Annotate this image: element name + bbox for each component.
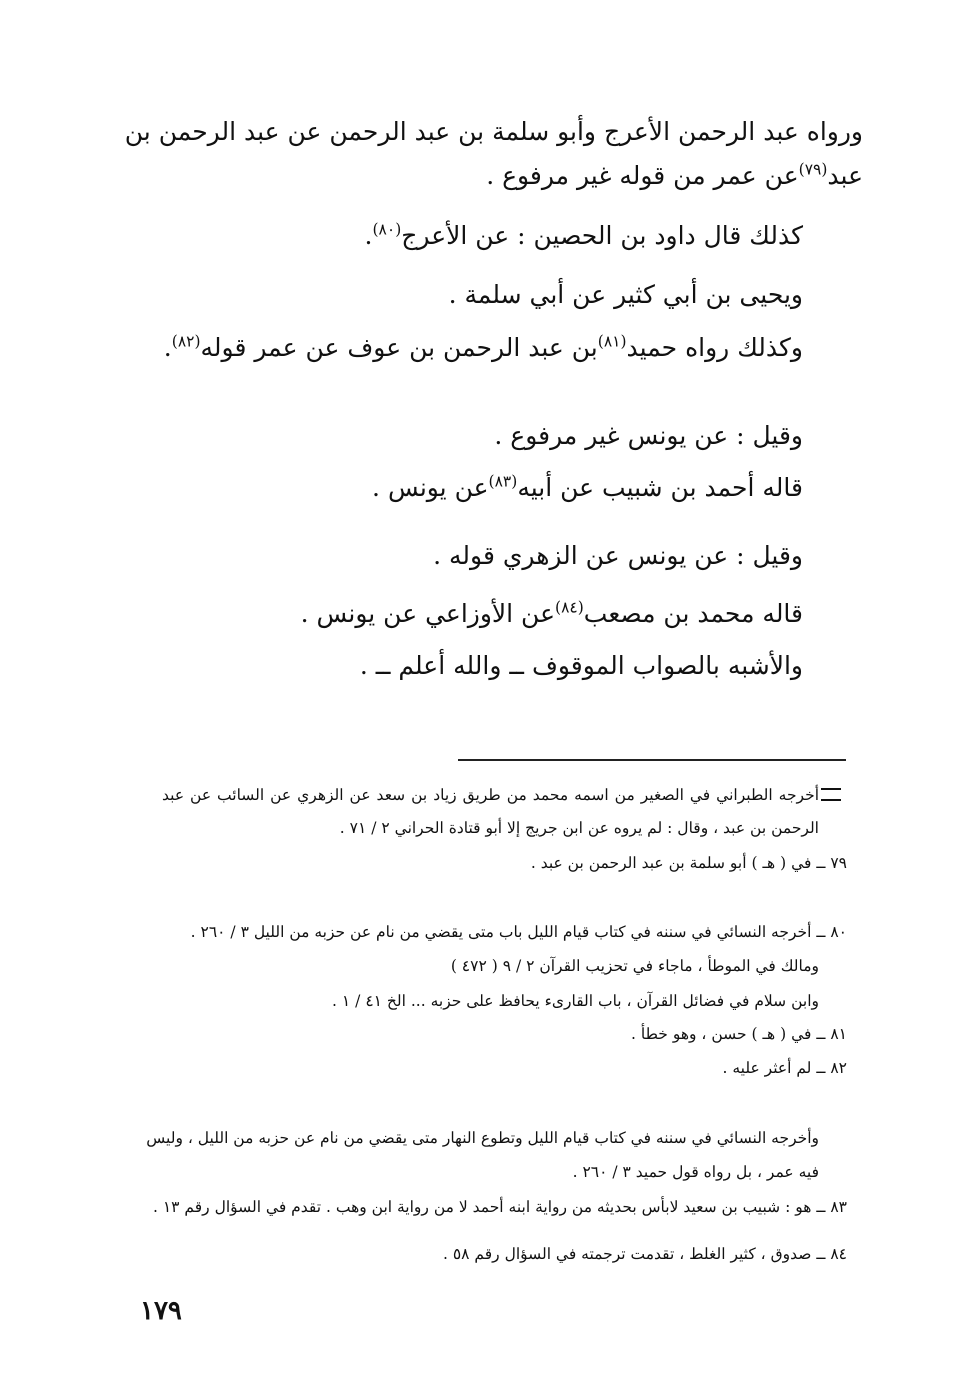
footnote-text: ٨٠ ــ أخرجه النسائي في سننه في كتاب قيام الليل باب متى يقضي من نام عن حزبه من الليل ٣ / ٢٦٠ . (190, 923, 847, 941)
footnote-line (573, 1161, 819, 1183)
main-text-line (486, 160, 863, 192)
main-text: عن عمر من قوله غير مرفوع . (486, 161, 799, 190)
footnote-text: ومالك في الموطأ ، ماجاء في تحزيب القرآن ٢ / ٩ ( ٤٧٢ ) (450, 957, 819, 975)
continuation-mark (821, 788, 841, 801)
main-text: قاله محمد بن مصعب (583, 599, 803, 628)
footnote-line (451, 955, 819, 977)
main-text-line (301, 598, 803, 630)
main-text: وقيل : عن يونس غير مرفوع . (494, 421, 803, 450)
footnote-83 (153, 1196, 847, 1218)
footnote-ref: (٨٢) (171, 332, 201, 351)
footnote-ref: (٨٠) (372, 220, 402, 239)
footnote-text: ٨٣ ــ هو : شبيب بن سعيد لابأس بحديثه من رواية ابنه أحمد لا من رواية ابن وهب . تقدم في السؤال رقم ١٣ . (152, 1198, 847, 1216)
main-text-line (449, 279, 803, 311)
main-text: . (163, 333, 172, 362)
main-text: كذلك قال داود بن الحصين : عن الأعرج (401, 221, 803, 250)
main-text: عن الأوزاعي عن يونس . (300, 599, 556, 628)
footnote-ref: (٨٣) (488, 472, 518, 491)
main-text: بن عبد الرحمن بن عوف عن عمر قوله (200, 333, 598, 362)
main-text: والأشبه بالصواب الموقوف ــ والله أعلم ــ . (359, 651, 803, 680)
main-text-line (433, 540, 803, 572)
main-text: ويحيى بن أبي كثير عن أبي سلمة . (448, 280, 803, 309)
main-text: عبد (827, 161, 863, 190)
footnote-ref: (٧٩) (798, 160, 828, 179)
main-text-line (372, 472, 803, 504)
main-text-line (494, 420, 803, 452)
main-text: ورواه عبد الرحمن الأعرج وأبو سلمة بن عبد الرحمن عن عبد الرحمن بن (124, 117, 863, 146)
footnote-text: وابن سلام في فضائل القرآن ، باب القارىء يحافظ على حزبه ... الخ ٤١ / ١ . (332, 992, 819, 1010)
footnote-ref: (٨٤) (555, 598, 584, 617)
footnote-82 (723, 1057, 848, 1079)
footnote-text: الرحمن بن عبد ، وقال : لم يروه عن ابن جريج إلا أبو قتادة الحراني ٢ / ٧١ . (339, 819, 819, 837)
footnote-text: أخرجه الطبراني في الصغير من اسمه محمد من طريق زياد بن سعد عن الزهري عن السائب عن عبد (162, 786, 819, 804)
page-number: ١٧٩ (140, 1296, 182, 1326)
footnote-text: ٨٤ ــ صدوق ، كثير الغلط ، تقدمت ترجمته في السؤال رقم ٥٨ . (442, 1245, 847, 1263)
main-text: عن يونس . (372, 473, 489, 502)
footnote-text: ٧٩ ــ في ( هـ ) أبو سلمة بن عبد الرحمن بن عبد . (530, 854, 847, 872)
footnote-line (340, 817, 819, 839)
main-text: وقيل : عن يونس عن الزهري قوله . (433, 541, 803, 570)
main-text: وكذلك رواه حميد (626, 333, 803, 362)
main-text-line (365, 220, 803, 252)
footnote-text: وأخرجه النسائي في سننه في كتاب قيام الليل وتطوع النهار متى يقضي من نام عن حزبه من الليل ، وليس (146, 1129, 819, 1147)
footnote-separator (458, 759, 846, 761)
footnote-line (162, 784, 819, 806)
footnote-line (146, 1127, 819, 1149)
footnote-text: فيه عمر ، بل رواه قول حميد ٣ / ٢٦٠ . (572, 1163, 819, 1181)
footnote-81 (631, 1023, 847, 1045)
footnote-79 (531, 852, 847, 874)
main-text-line (164, 332, 803, 364)
footnote-80 (191, 921, 847, 943)
main-text-line (360, 650, 803, 682)
footnote-ref: (٨١) (597, 332, 627, 351)
footnote-84 (443, 1243, 847, 1265)
main-text-line (124, 116, 863, 148)
main-text: قاله أحمد بن شبيب عن أبيه (517, 473, 803, 502)
footnote-text: ٨١ ــ في ( هـ ) حسن ، وهو خطأ . (631, 1025, 847, 1043)
main-text: . (364, 221, 373, 250)
footnote-line (332, 990, 819, 1012)
footnote-text: ٨٢ ــ لم أعثر عليه . (722, 1059, 847, 1077)
